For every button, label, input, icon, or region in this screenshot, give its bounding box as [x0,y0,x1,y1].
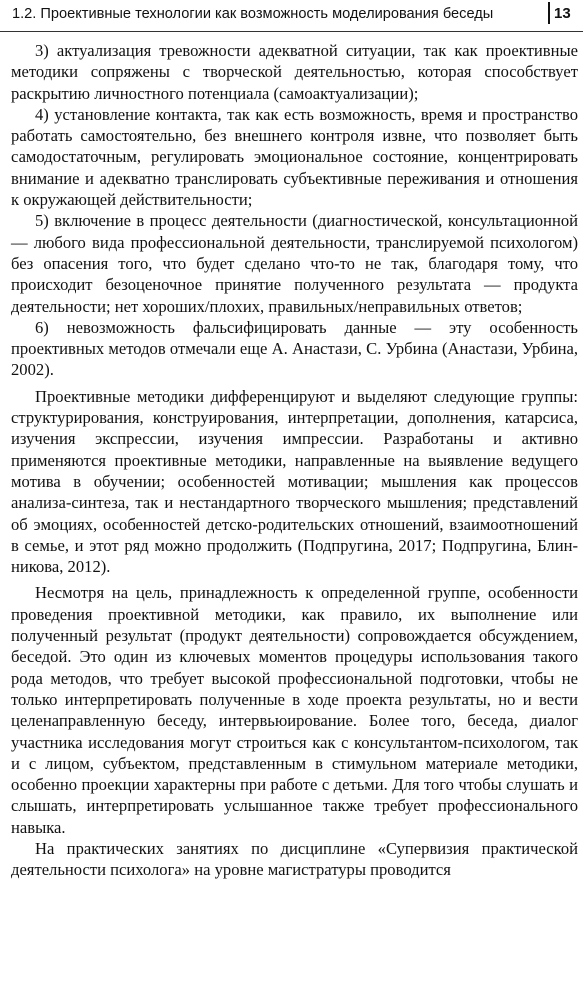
paragraph: 6) невозможность фальсифицировать данные — эту особенность проективных методов отмечали еще А. Анастази, С. Урбина (Анастази, Урбина, 2002). [11,317,578,380]
paragraph: 3) актуализация тревожности адекватной ситуации, так как проективные методики сопряжены с творческой деятельностью, которая способствует раскрытию личностного потенциала (самоактуализации); [11,41,578,103]
body-text [11,40,578,881]
paragraph: Несмотря на цель, принадлежность к определенной группе, особенности проведения проективной методики, как правило, их выполнение или полученный результат (продукт деятельности) сопровождается обсуждением, беседой. Это один из ключевых моментов процедуры использования такого рода методов, что требует высокой профессиональной подготовки, чтобы не только интерпретировать полученные в ходе проекта результаты, но и вести целенаправленную беседу, интервьюирование. Более того, беседа, диалог участника исследования могут строиться как с консультантом-психологом, так и с лицом, субъектом, представленным в стимульном материале методики, особенно проекции характерны при работе с детьми. Для того чтобы слушать и слышать, интерпретировать услышанное также требует профессионального навыка. [11,583,578,837]
paragraph: 5) включение в процесс деятельности (диагностической, консультационной — любого вида профессиональной деятельности, транслируемой психологом) без опасения того, что будет сделано что-то не так, благодаря тому, что происходит безоценочное принятие полученного результата — продукта деятельности; нет хороших/плохих, правильных/неправильных ответов; [11,211,578,316]
paragraph: На практических занятиях по дисциплине «Супервизия практической деятельности психолога» на уровне магистратуры проводится [11,838,578,880]
section-title: 1.2. Проективные технологии как возможность моделирования беседы [12,6,494,22]
paragraph: 4) установление контакта, так как есть возможность, время и пространство работать самостоятельно, без внешнего контроля извне, что позволяет быть самодостаточным, регулировать эмоциональное состояние, концентрировать внимание и адекватно транслировать субъективные переживания и отношения к окружающей действительности; [11,104,578,210]
running-header [0,0,583,38]
header-divider [548,2,550,24]
paragraph: Проективные методики дифференцируют и выделяют следующие группы: структурирования, конструирования, интерпретации, дополнения, катарсиса, изучения экспрессии, изучения импрессии. Разработаны и активно применяются проективные методики, направленные на выявление ведущего мотива в обучении; особенностей мотивации; мышления как процессов анализа-синтеза, так и нестандартного творческого мышления; представлений об эмоциях, особенностей детско-родительских отношений, взаимоотношений в семье, и этот ряд можно продолжить (Подпругина, 2017; Подпругина, Блинникова, 2012). [11,386,578,577]
page-number: 13 [554,5,571,22]
header-rule [0,31,583,32]
